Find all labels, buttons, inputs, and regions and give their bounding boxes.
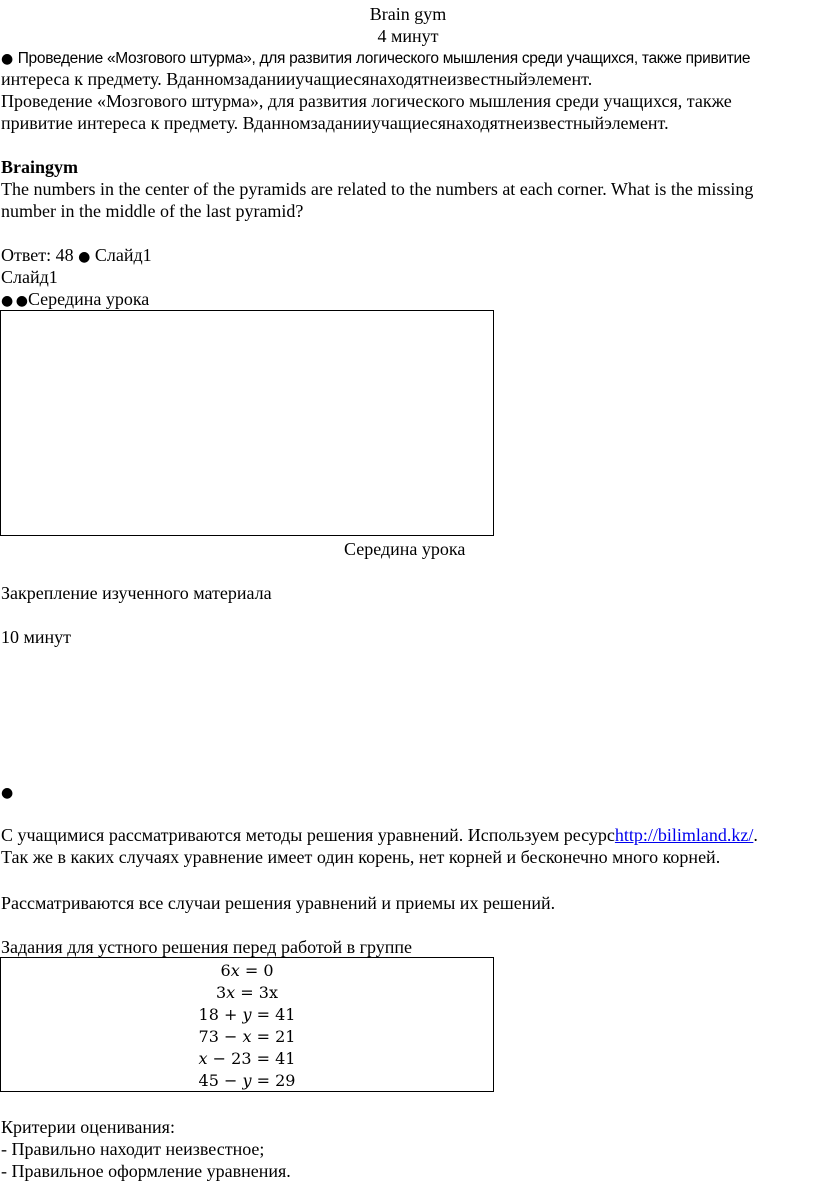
methods-line3: Рассматриваются все случаи решения уравнений и приемы их решений.	[1, 893, 556, 913]
tasks-title: Задания для устного решения перед работой в группе	[1, 937, 413, 957]
equation-row	[1, 982, 493, 1004]
equation-left: 73 −	[198, 1027, 238, 1046]
methods-line1	[1, 824, 758, 846]
equation-right: 41	[275, 1049, 296, 1068]
equation-operator: =	[256, 1071, 271, 1090]
braingym-heading: Braingym	[1, 157, 79, 177]
braingym-line1: The numbers in the center of the pyramids are related to the numbers at each corner. What is the missing	[1, 179, 754, 199]
equation-right: 41	[275, 1005, 296, 1024]
slide-inline: Слайд1	[94, 245, 152, 265]
equation-row	[1, 1026, 493, 1048]
slide-line: Слайд1	[1, 267, 58, 287]
equation-operator: =	[256, 1005, 271, 1024]
methods-period: .	[753, 825, 758, 845]
equation-variable: y	[242, 1005, 252, 1024]
middle-bullet-text: Середина урока	[27, 289, 150, 309]
bilimland-link[interactable]: http://bilimland.kz/	[614, 825, 754, 845]
equation-variable: x	[226, 983, 236, 1002]
equation-operator: − 23 =	[212, 1049, 270, 1068]
page-title: Brain gym	[369, 4, 447, 24]
equations-box	[0, 957, 494, 1092]
methods-line2: Так же в каких случаях уравнение имеет один корень, нет корней и бесконечно много корней.	[1, 847, 721, 867]
equation-row	[1, 960, 493, 982]
equation-row	[1, 1004, 493, 1026]
equation-right: 21	[275, 1027, 296, 1046]
equation-variable: x	[198, 1049, 208, 1068]
bullet-icon: ●	[1, 51, 14, 67]
criteria-item: - Правильное оформление уравнения.	[1, 1161, 291, 1181]
bullet-icon: ●	[78, 249, 91, 265]
intro-bullet-line	[1, 46, 750, 70]
image-placeholder	[0, 310, 494, 536]
equation-left: 45 −	[198, 1071, 238, 1090]
answer-text: Ответ: 48	[1, 245, 74, 265]
equation-variable: x	[230, 961, 240, 980]
equation-variable: y	[242, 1071, 252, 1090]
criteria-item: - Правильно находит неизвестное;	[1, 1139, 265, 1159]
equation-row	[1, 1048, 493, 1070]
consolidation-duration: 10 минут	[1, 627, 72, 647]
middle-bullet-line	[1, 288, 149, 312]
equation-variable: x	[242, 1027, 252, 1046]
equation-left: 18 +	[198, 1005, 238, 1024]
page-duration: 4 минут	[377, 26, 439, 46]
methods-text: С учащимися рассматриваются методы решения уравнений. Используем ресурс	[1, 825, 615, 845]
equation-operator: =	[256, 1027, 271, 1046]
equation-right: 3x	[258, 983, 278, 1002]
equation-operator: =	[244, 961, 259, 980]
equation-left: 3	[215, 983, 227, 1002]
equation-operator: =	[240, 983, 254, 1002]
equation-row	[1, 1070, 493, 1092]
intro-para-line1: Проведение «Мозгового штурма», для развития логического мышления среди учащихся, также	[1, 91, 732, 111]
criteria-title: Критерии оценивания:	[1, 1117, 175, 1137]
consolidation-title: Закрепление изученного материала	[1, 583, 272, 603]
answer-line	[1, 244, 152, 268]
equation-left: 6	[220, 961, 231, 980]
equation-right: 29	[275, 1071, 296, 1090]
braingym-line2: number in the middle of the last pyramid?	[1, 201, 304, 221]
bullet-icon: ●	[15, 293, 28, 309]
equation-right: 0	[263, 961, 274, 980]
intro-para-line2: привитие интереса к предмету. Вданномзаданииучащиесянаходятнеизвестныйэлемент.	[1, 113, 669, 133]
bullet-icon: ●	[1, 785, 14, 801]
bullet-icon: ●	[1, 293, 14, 309]
image-caption: Середина урока	[344, 539, 466, 559]
intro-bullet-text: Проведение «Мозгового штурма», для развития логического мышления среди учащихся, также привитие	[17, 50, 751, 67]
intro-bullet-line2: интереса к предмету. Вданномзаданииучащиесянаходятнеизвестныйэлемент.	[1, 69, 593, 89]
